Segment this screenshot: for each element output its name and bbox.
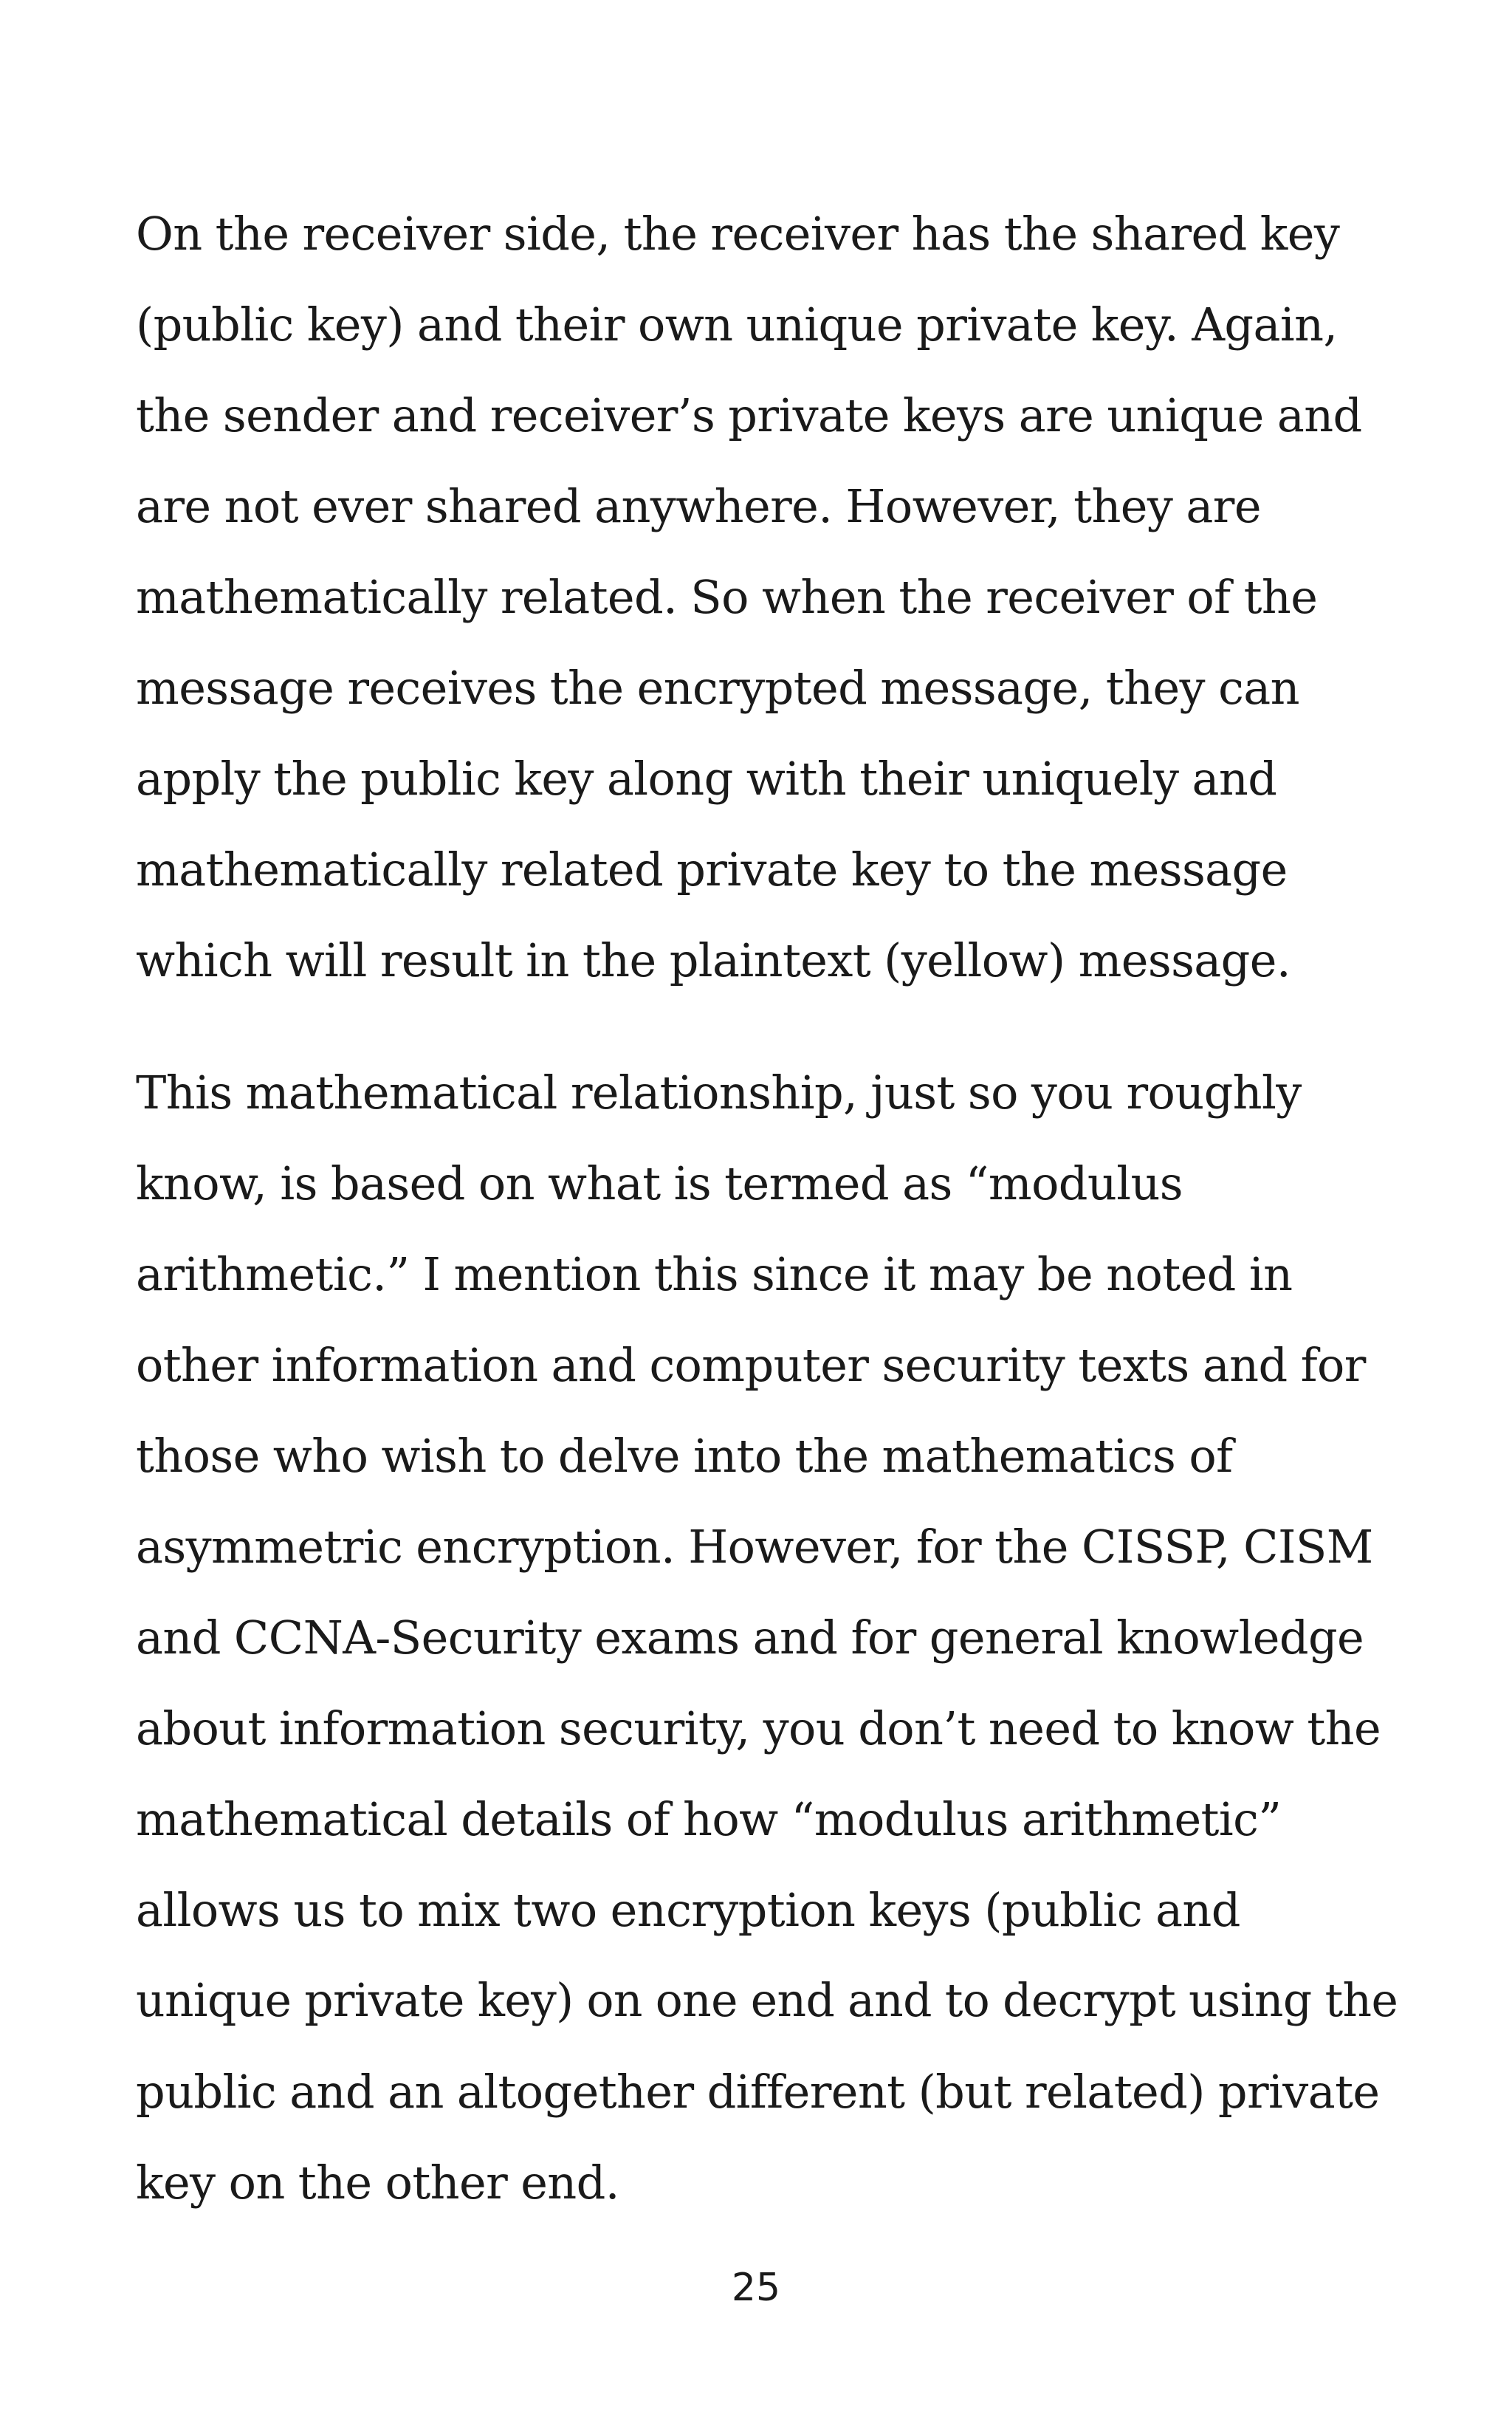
text-line: know, is based on what is termed as “modulus — [136, 1156, 1183, 1210]
text-line: key on the other end. — [136, 2156, 619, 2210]
text-line: This mathematical relationship, just so you roughly — [136, 1066, 1302, 1120]
paragraph-receiver-side — [136, 188, 1398, 1006]
text-line: (public key) and their own unique private key. Again, — [136, 298, 1338, 352]
page-number: 25 — [731, 2266, 781, 2310]
text-line: which will result in the plaintext (yellow) message. — [136, 933, 1291, 987]
text-line: message receives the encrypted message, they can — [136, 661, 1299, 715]
text-line: asymmetric encryption. However, for the CISSP, CISM — [136, 1520, 1373, 1574]
text-line: mathematically related. So when the receiver of the — [136, 570, 1318, 624]
text-line: mathematical details of how “modulus arithmetic” — [136, 1792, 1282, 1846]
text-line: the sender and receiver’s private keys are unique and — [136, 388, 1362, 442]
text-line: other information and computer security texts and for — [136, 1338, 1366, 1392]
text-line: and CCNA-Security exams and for general knowledge — [136, 1611, 1364, 1665]
text-line: are not ever shared anywhere. However, they are — [136, 479, 1261, 533]
text-line: about information security, you don’t need to know the — [136, 1701, 1381, 1755]
text-line: On the receiver side, the receiver has the shared key — [136, 207, 1340, 261]
text-line: those who wish to delve into the mathematics of — [136, 1429, 1233, 1483]
text-line: arithmetic.” I mention this since it may be noted in — [136, 1247, 1293, 1301]
text-line: public and an altogether different (but related) private — [136, 2065, 1380, 2119]
text-line: mathematically related private key to the message — [136, 843, 1288, 897]
text-line: allows us to mix two encryption keys (public and — [136, 1883, 1240, 1937]
text-line: unique private key) on one end and to decrypt using the — [136, 1975, 1398, 2027]
text-line: apply the public key along with their uniquely and — [136, 752, 1277, 806]
paragraph-modulus-arithmetic — [136, 1047, 1398, 2228]
